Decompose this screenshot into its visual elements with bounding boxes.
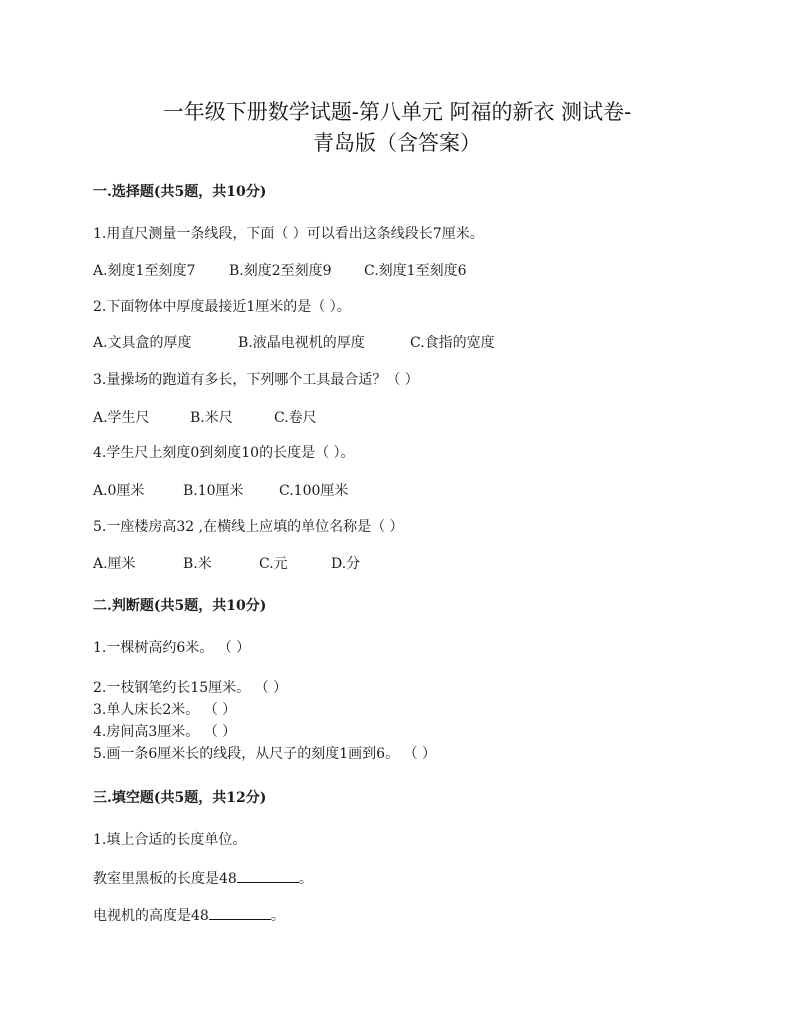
section-heading-choice: 一.选择题(共5题，共10分): [93, 184, 267, 200]
option-a: A.文具盒的厚度: [93, 335, 192, 351]
fill-suffix: 。: [270, 908, 285, 924]
option-b: B.液晶电视机的厚度: [238, 335, 365, 351]
judgement-item: 3.单人床长2米。 （ ）: [93, 702, 237, 718]
option-c: C.100厘米: [279, 483, 349, 499]
judgement-item: 1.一棵树高约6米。 （ ）: [93, 640, 251, 656]
fill-prefix: 教室里黑板的长度是48: [93, 871, 237, 887]
answer-blank[interactable]: [237, 868, 299, 883]
section-heading-true-false: 二.判断题(共5题，共10分): [93, 598, 267, 614]
page-title-line1: 一年级下册数学试题-第八单元 阿福的新衣 测试卷-: [162, 100, 632, 124]
option-b: B.10厘米: [183, 483, 244, 499]
fill-suffix: 。: [298, 871, 313, 887]
option-d: D.分: [331, 556, 361, 572]
question-text: 1.填上合适的长度单位。: [93, 832, 247, 848]
option-c: C.刻度1至刻度6: [364, 263, 467, 279]
option-a: A.厘米: [93, 556, 136, 572]
question-text: 3.量操场的跑道有多长，下列哪个工具最合适？（ ）: [93, 372, 419, 388]
option-a: A.刻度1至刻度7: [93, 263, 196, 279]
section-heading-fill-blank: 三.填空题(共5题，共12分): [93, 790, 267, 806]
fill-prefix: 电视机的高度是48: [93, 908, 209, 924]
judgement-item: 4.房间高3厘米。 （ ）: [93, 724, 237, 740]
judgement-item: 5.画一条6厘米长的线段，从尺子的刻度1画到6。 （ ）: [93, 746, 436, 762]
judgement-item: 2.一枝钢笔约长15厘米。 （ ）: [93, 680, 288, 696]
question-text: 1.用直尺测量一条线段，下面（ ）可以看出这条线段长7厘米。: [93, 226, 484, 242]
question-text: 5.一座楼房高32 ,在横线上应填的单位名称是（ ）: [93, 519, 404, 535]
option-c: C.食指的宽度: [410, 335, 495, 351]
fill-blank-line: [93, 868, 313, 889]
page-title-line2: 青岛版（含答案）: [313, 131, 481, 155]
option-a: A.0厘米: [93, 483, 145, 499]
answer-blank[interactable]: [209, 905, 271, 920]
question-text: 4.学生尺上刻度0到刻度10的长度是（ ）。: [93, 445, 355, 461]
option-c: C.卷尺: [274, 410, 317, 426]
question-text: 2.下面物体中厚度最接近1厘米的是（ ）。: [93, 299, 351, 315]
option-b: B.米尺: [190, 410, 233, 426]
option-a: A.学生尺: [93, 410, 150, 426]
fill-blank-line: [93, 905, 285, 926]
option-c: C.元: [259, 556, 288, 572]
option-b: B.刻度2至刻度9: [229, 263, 332, 279]
option-b: B.米: [183, 556, 212, 572]
